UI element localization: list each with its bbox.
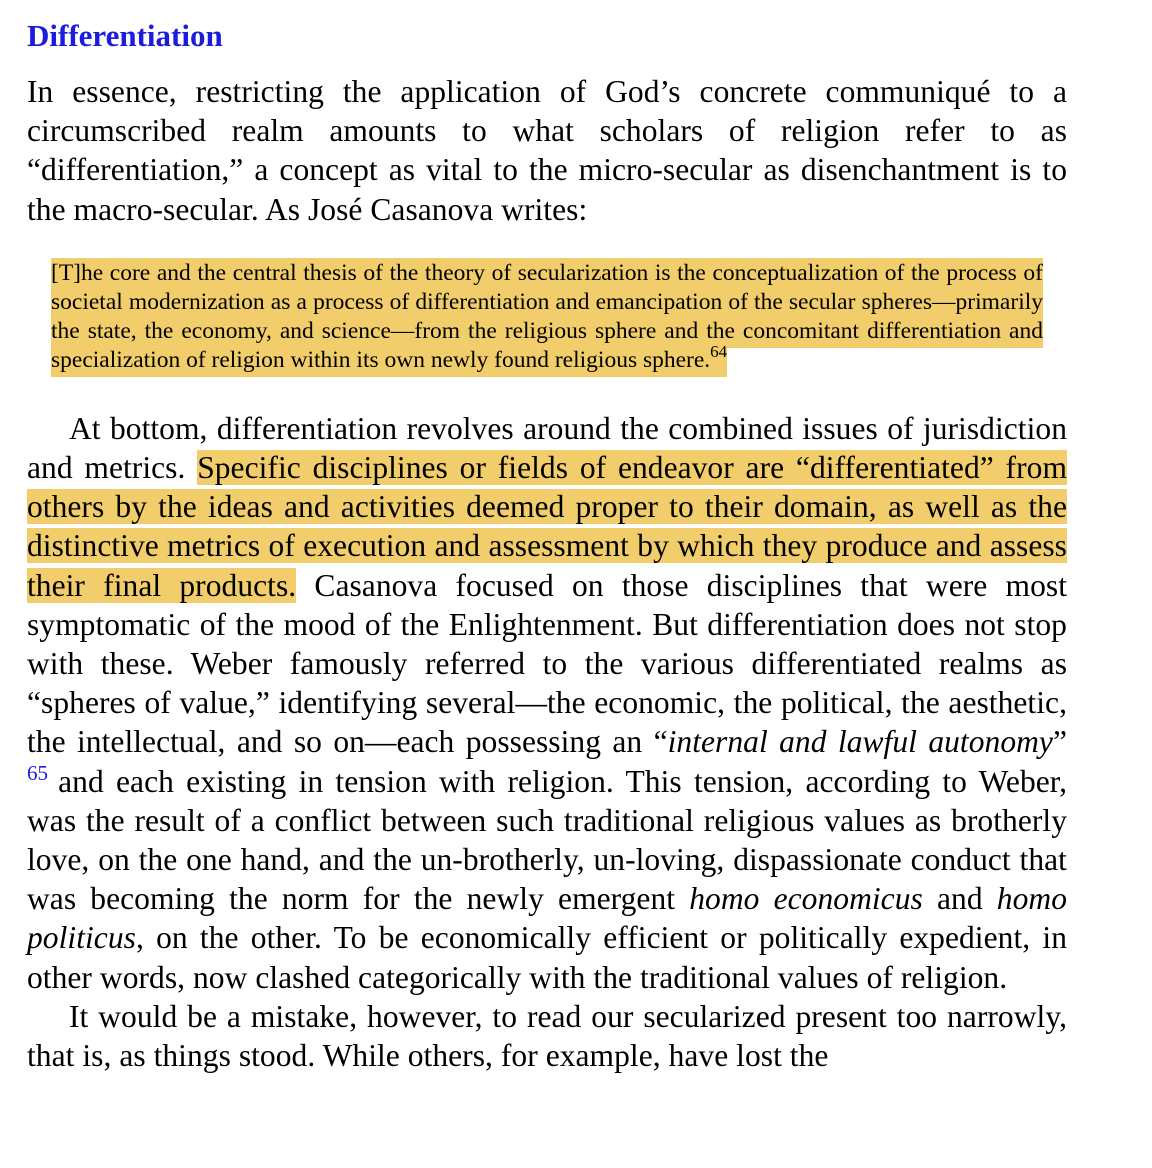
paragraph-text: Casanova focused on those disciplines that were most symptomatic of the mood of the Enlightenment. But differentiation does not stop with these. Weber famously referred to the various differentiated realms as “spheres of value,” identifying several—the economic, the political, the aesthetic, the intellectual, and so on—each possessing an “ [27,567,1067,760]
section-heading: Differentiation [27,18,223,53]
block-quote [51,259,1043,375]
highlighted-passage: Specific disciplines or fields of endeavor are “differentiated” from others by the ideas and activities deemed proper to their domain, as well as the distinctive metrics of execution and assessment by which they produce and assess their final products. [27,450,1067,603]
paragraph-differentiation [27,409,1067,997]
italic-phrase: internal and lawful autonomy [667,724,1053,760]
quote-text: [T]he core and the central thesis of the theory of secularization is the conceptualization of the process of societal modernization as a process of differentiation and emancipation of the secular spheres—primarily the state, the economy, and science—from the religious sphere and the concomitant differentiation and specialization of religion within its own newly found religious sphere. [51,259,1043,373]
paragraph-text: , on the other. To be economically efficient or politically expedient, in other words, now clashed categorically with the traditional values of religion. [27,920,1067,995]
paragraph-text: At bottom, differentiation revolves around the combined issues of jurisdiction and metrics. [27,410,1067,486]
paragraph-intro: In essence, restricting the application of God’s concrete communiqué to a circumscribed realm amounts to what scholars of religion refer to as “differentiation,” a concept as vital to the micro-secular as disenchantment is to the macro-secular. As José Casanova writes: [27,74,1067,227]
paragraph-text: and [922,881,997,917]
footnote-65-link[interactable]: 65 [27,760,49,785]
document-page [27,0,1067,1075]
italic-phrase: homo politicus [27,881,1067,956]
paragraph-text: ” [1052,724,1067,760]
quote-highlight [51,258,1043,377]
italic-phrase: homo economicus [689,881,923,917]
paragraph-text: and each existing in tension with religion. This tension, according to Weber, was the result of a conflict between such traditional religious values as brotherly love, on the one hand, and the un-brotherly, un-loving, dispassionate conduct that was becoming the norm for the newly emergent [27,763,1067,917]
footnote-64[interactable]: 64 [710,341,728,361]
paragraph-continuation: It would be a mistake, however, to read our secularized present too narrowly, that is, as things stood. While others, for example, have lost the [27,998,1067,1074]
